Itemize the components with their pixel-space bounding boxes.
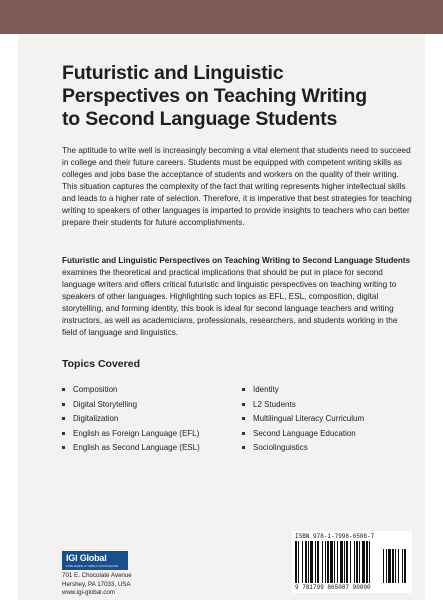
bullet-icon bbox=[242, 432, 245, 435]
topic-label: Second Language Education bbox=[253, 428, 356, 438]
topic-label: English as Foreign Language (EFL) bbox=[73, 428, 200, 438]
topic-label: Sociolinguistics bbox=[253, 443, 308, 452]
topics-heading: Topics Covered bbox=[62, 358, 140, 370]
topic-item bbox=[242, 412, 364, 427]
barcode-price-code: 90000 bbox=[352, 584, 371, 591]
topic-label: Digital Storytelling bbox=[73, 399, 138, 409]
bullet-icon bbox=[242, 388, 245, 391]
book-title: Futuristic and Linguistic Perspectives on Teaching Writing to Second Language Students bbox=[62, 62, 367, 130]
topic-label: Identity bbox=[253, 385, 279, 394]
bullet-icon bbox=[62, 388, 65, 391]
topic-item bbox=[242, 441, 364, 456]
address-street: 701 E. Chocolate Avenue bbox=[62, 572, 132, 579]
publisher-logo-text: IGI Global bbox=[66, 553, 107, 563]
bullet-icon bbox=[62, 403, 65, 406]
topic-item bbox=[242, 398, 364, 413]
topics-list-left bbox=[62, 383, 200, 456]
bullet-icon bbox=[62, 432, 65, 435]
topics-list-right bbox=[242, 383, 364, 456]
paragraph-2-book-title: Futuristic and Linguistic Perspectives on Teaching Writing to Second Language Students bbox=[62, 256, 411, 265]
topic-item bbox=[242, 383, 364, 398]
isbn-barcode bbox=[292, 531, 412, 593]
barcode-bars bbox=[295, 541, 409, 584]
topic-label: English as Second Language (ESL) bbox=[73, 443, 200, 452]
address-city: Hershey, PA 17033, USA bbox=[62, 580, 131, 588]
topic-item bbox=[62, 427, 200, 442]
description-paragraph-2 bbox=[62, 255, 412, 339]
topic-label: Multilingual Literacy Curriculum bbox=[253, 414, 365, 423]
topic-label: Composition bbox=[73, 385, 118, 394]
barcode-digits bbox=[295, 584, 371, 591]
topic-label: L2 Students bbox=[253, 399, 296, 409]
bullet-icon bbox=[242, 417, 245, 420]
publisher-website: www.igi-global.com bbox=[62, 589, 115, 596]
barcode-main-digits: 9 781799 865087 bbox=[295, 584, 350, 591]
description-paragraph-1: The aptitude to write well is increasingly becoming a vital element that students need to succeed in college and their future careers. Students must be equipped with competent writing skills as colleges and jobs base the acceptance of students and workers on the quality of their writing. This situation captures the complexity of the fact that writing represents higher intellectual skills and leads to a higher rate of selection. Therefore, it is imperative that best strategies for teaching writing to speakers of other languages is imparted to provide insights to teachers who can better prepare their students for future accomplishments. bbox=[62, 146, 412, 227]
bullet-icon bbox=[242, 403, 245, 406]
bullet-icon bbox=[62, 417, 65, 420]
topic-item bbox=[62, 383, 200, 398]
isbn-number: ISBN 978-1-7998-6508-7 bbox=[295, 533, 375, 540]
topic-item bbox=[62, 441, 200, 456]
bullet-icon bbox=[242, 446, 245, 449]
topic-label: Digitalization bbox=[73, 414, 119, 423]
topic-item bbox=[62, 412, 200, 427]
publisher-logo-tagline: PUBLISHER of TIMELY KNOWLEDGE bbox=[66, 564, 119, 568]
publisher-address bbox=[62, 572, 132, 598]
bullet-icon bbox=[62, 446, 65, 449]
topic-item bbox=[242, 427, 364, 442]
topic-item bbox=[62, 398, 200, 413]
publisher-logo bbox=[62, 551, 128, 570]
paragraph-2-text: examines the theoretical and practical implications that should be put in place for second language writers and offers critical futuristic and linguistic perspectives on teaching writing to speakers of other languages. Highlighting such topics as EFL, ESL, composition, digital storytelling, and forming identity, this book is ideal for second language teachers and writing instructors, as well as academicians, professionals, researchers, and students working in the field of language and linguistics. bbox=[62, 268, 398, 337]
top-color-band bbox=[0, 0, 443, 34]
